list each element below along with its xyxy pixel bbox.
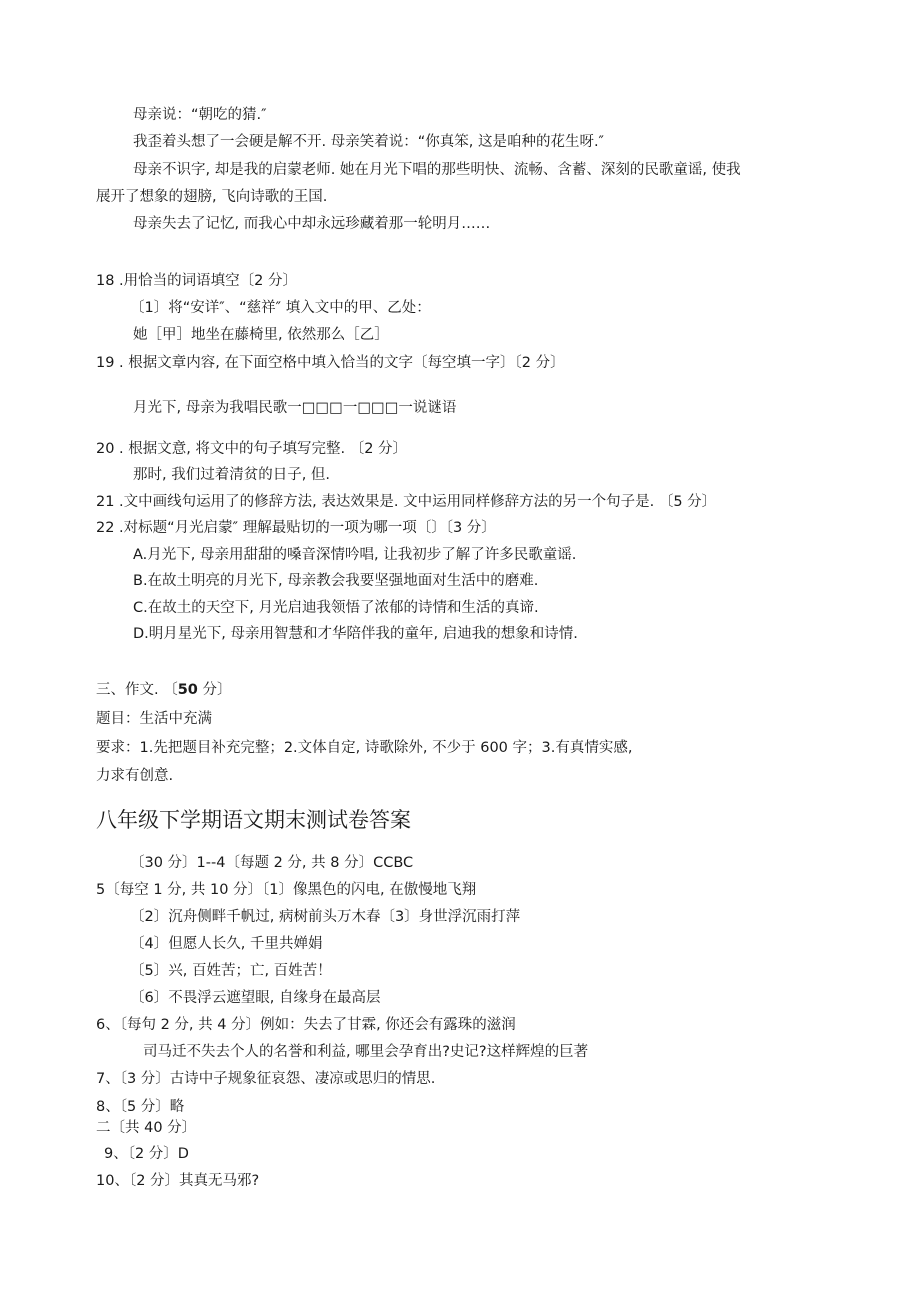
composition-requirements: 要求：1.先把题目补充完整；2.文体自定, 诗歌除外, 不少于 600 字；3.有真情实感, (96, 740, 633, 756)
question-19-blanks: 月光下, 母亲为我唱民歌一□□□一□□□一说谜语 (133, 400, 457, 416)
answer-line: 〔2〕沉舟侧畔千帆过, 病树前头万木春〔3〕身世浮沉雨打萍 (130, 909, 521, 925)
answer-line: 〔5〕兴, 百姓苦；亡, 百姓苦！ (130, 963, 332, 979)
question-22: 22 .对标题“月光启蒙″ 理解最贴切的一项为哪一项〔〕〔3 分〕 (96, 520, 496, 536)
question-18-sentence: 她［甲］地坐在藤椅里, 依然那么［乙］ (133, 327, 389, 343)
answer-line: 9、〔2 分〕D (104, 1146, 189, 1162)
passage-line: 母亲不识字, 却是我的启蒙老师. 她在月光下唱的那些明快、流畅、含蓄、深刻的民歌童谣, 使我 (133, 162, 741, 178)
answer-line: 10、〔2 分〕其真无马邪? (96, 1173, 260, 1189)
section-heading: 二〔共 40 分〕 (96, 1120, 197, 1136)
option-c: C.在故土的天空下, 月光启迪我领悟了浓郁的诗情和生活的真谛. (133, 600, 539, 616)
question-20-sentence: 那时, 我们过着清贫的日子, 但. (133, 467, 331, 483)
passage-line: 展开了想象的翅膀, 飞向诗歌的王国. (96, 189, 328, 205)
answer-line: 〔4〕但愿人长久, 千里共婵娟 (130, 936, 323, 952)
answer-line: 〔6〕不畏浮云遮望眼, 自缘身在最高层 (130, 990, 381, 1006)
answers-title: 八年级下学期语文期末测试卷答案 (96, 808, 411, 832)
answer-line: 司马迁不失去个人的名誉和利益, 哪里会孕育出?史记?这样辉煌的巨著 (143, 1044, 589, 1060)
option-a: A.月光下, 母亲用甜甜的嗓音深情吟唱, 让我初步了解了许多民歌童谣. (133, 547, 577, 563)
answer-line: 5〔每空 1 分, 共 10 分〕〔1〕像黑色的闪电, 在傲慢地飞翔 (96, 882, 477, 898)
composition-score: 50 (177, 682, 198, 698)
question-19: 19 . 根据文章内容, 在下面空格中填入恰当的文字〔每空填一字〕〔2 分〕 (96, 355, 565, 371)
passage-line: 母亲失去了记忆, 而我心中却永远珍藏着那一轮明月…… (133, 216, 491, 232)
answer-line: 〔30 分〕1--4〔每题 2 分, 共 8 分〕CCBC (130, 855, 414, 871)
question-18-part1: 〔1〕将“安详″、“慈祥″ 填入文中的甲、乙处： (130, 300, 431, 316)
answer-line: 7、〔3 分〕古诗中子规象征哀怨、凄凉或思归的情思. (96, 1071, 436, 1087)
question-18: 18 .用恰当的词语填空〔2 分〕 (96, 273, 298, 289)
passage-line: 母亲说：“朝吃的猜.″ (133, 107, 267, 123)
answer-line: 6、〔每句 2 分, 共 4 分〕例如：失去了甘霖, 你还会有露珠的滋润 (96, 1017, 516, 1033)
composition-requirements: 力求有创意. (96, 768, 174, 784)
composition-heading-suffix: 分〕 (197, 682, 232, 698)
option-b: B.在故土明亮的月光下, 母亲教会我要坚强地面对生活中的磨难. (133, 573, 539, 589)
composition-heading-prefix: 三、作文. 〔 (96, 682, 178, 698)
answer-line: 8、〔5 分〕略 (96, 1099, 185, 1115)
option-d: D.明月星光下, 母亲用智慧和才华陪伴我的童年, 启迪我的想象和诗情. (133, 626, 578, 642)
composition-heading (96, 680, 232, 700)
question-21: 21 .文中画线句运用了的修辞方法, 表达效果是. 文中运用同样修辞方法的另一个句子是. 〔5 分〕 (96, 494, 717, 510)
composition-topic: 题目：生活中充满 (96, 711, 212, 727)
passage-line: 我歪着头想了一会硬是解不开. 母亲笑着说：“你真笨, 这是咱种的花生呀.″ (133, 134, 604, 150)
question-20: 20 . 根据文意, 将文中的句子填写完整. 〔2 分〕 (96, 441, 408, 457)
